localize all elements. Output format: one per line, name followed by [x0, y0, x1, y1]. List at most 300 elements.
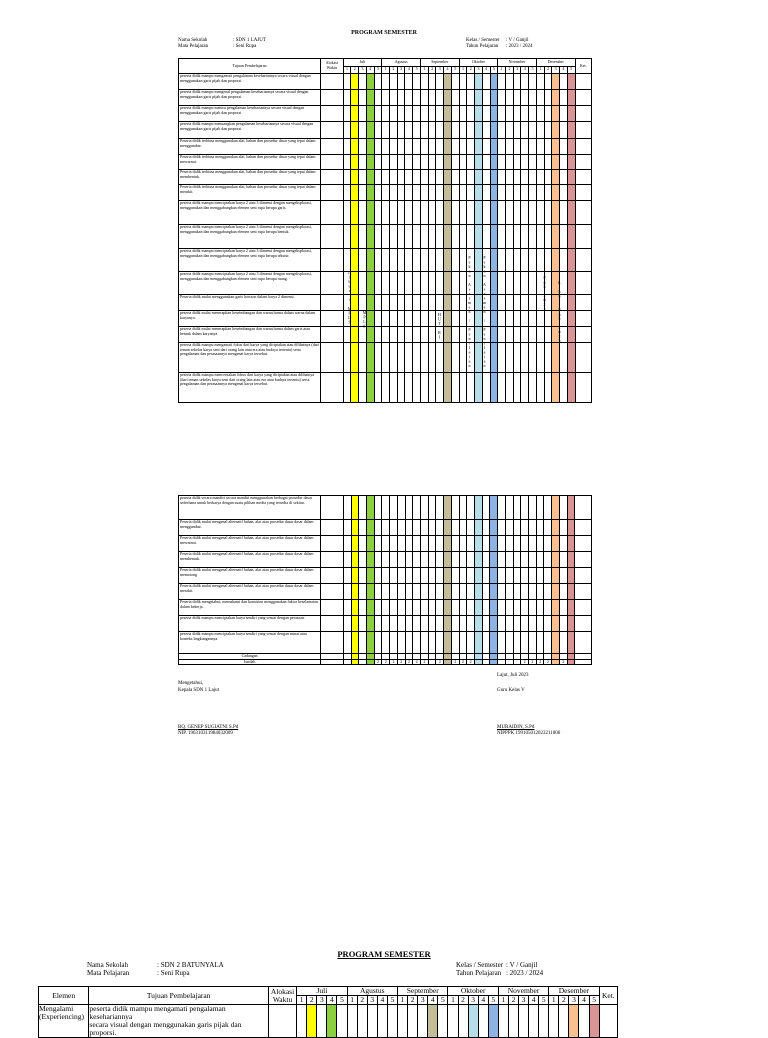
p2-week-cell — [451, 600, 459, 616]
p1-week-cell — [567, 249, 575, 272]
p1-week-cell — [552, 122, 560, 139]
header-month-desember: Desember — [536, 59, 575, 67]
p1-week-cell — [544, 201, 552, 225]
p1-week-header: 2 — [390, 66, 398, 74]
p1-week-cell — [529, 343, 537, 373]
alokasi-cell — [321, 155, 344, 170]
p3-week-header: 2 — [357, 996, 367, 1005]
p1-week-cell — [397, 106, 405, 122]
schedule-table-continued — [178, 495, 592, 665]
p2-week-cell — [467, 536, 475, 552]
p3-week-cell — [458, 1005, 468, 1038]
p1-week-cell — [529, 272, 537, 295]
p2-week-cell — [413, 496, 421, 520]
p1-week-cell — [351, 272, 359, 295]
p1-week-cell — [343, 225, 351, 249]
p1-week-cell — [560, 373, 568, 403]
p2-week-cell — [467, 520, 475, 536]
p2-week-cell — [405, 616, 413, 632]
p3-subject-value: : Seni Rupa — [157, 969, 190, 977]
table-row — [179, 155, 592, 170]
p1-week-cell — [459, 343, 467, 373]
p1-week-cell — [521, 185, 529, 201]
p2-week-cell — [351, 520, 359, 536]
p1-week-cell — [467, 225, 475, 249]
p1-week-cell — [351, 249, 359, 272]
p1-week-cell — [382, 327, 390, 343]
p1-week-cell — [351, 295, 359, 311]
p2-week-cell — [444, 552, 452, 568]
p2-week-cell — [536, 600, 544, 616]
p1-week-cell — [444, 90, 452, 106]
p1-week-cell — [506, 311, 514, 327]
ket-cell — [575, 185, 592, 201]
p1-week-cell — [567, 201, 575, 225]
ket-cell — [575, 170, 592, 185]
p2-week-cell — [459, 600, 467, 616]
table-row — [179, 568, 592, 584]
tp-cell: peserta didik mampu mengenal pengalaman kesehariannya secara visual dengan menggunakan garis pijak dan proporsi. — [179, 90, 321, 106]
p2-week-cell — [420, 584, 428, 600]
p1-week-cell — [560, 122, 568, 139]
p1-week-cell — [374, 139, 382, 155]
week-cell — [444, 659, 452, 665]
week-cell: 2 — [413, 659, 421, 665]
p1-week-cell — [351, 327, 359, 343]
p2-week-cell — [529, 552, 537, 568]
p1-week-cell — [420, 106, 428, 122]
week-cell: 2 — [405, 659, 413, 665]
p1-week-cell — [521, 311, 529, 327]
table-row — [179, 295, 592, 311]
p2-week-cell — [467, 616, 475, 632]
ket-cell — [575, 552, 592, 568]
p2-week-cell — [529, 616, 537, 632]
ket-cell — [575, 632, 592, 654]
p2-week-cell — [459, 496, 467, 520]
p1-week-cell — [390, 106, 398, 122]
p2-week-cell — [559, 552, 567, 568]
p2-week-cell — [366, 536, 374, 552]
alokasi-cell — [321, 520, 344, 536]
table-row — [179, 225, 592, 249]
p1-week-cell — [490, 272, 498, 295]
p3-week-header: 2 — [307, 996, 317, 1005]
p2-week-cell — [544, 632, 552, 654]
p1-week-header: 3 — [513, 66, 521, 74]
p3-week-cell — [579, 1005, 589, 1038]
p1-week-cell — [459, 311, 467, 327]
p1-week-cell — [560, 170, 568, 185]
p1-week-cell — [359, 327, 367, 343]
p1-week-cell — [405, 185, 413, 201]
p2-week-cell — [413, 632, 421, 654]
p1-week-cell — [529, 249, 537, 272]
p1-week-cell — [506, 90, 514, 106]
p1-week-cell — [359, 155, 367, 170]
p1-week-cell — [343, 170, 351, 185]
p1-week-cell — [397, 343, 405, 373]
p2-week-cell — [436, 520, 444, 536]
p1-week-cell — [482, 201, 490, 225]
p1-week-cell — [506, 122, 514, 139]
p1-week-cell — [467, 106, 475, 122]
p1-week-cell — [513, 373, 521, 403]
subject-label: Mata Pelajaran — [178, 44, 209, 49]
p1-week-cell — [359, 106, 367, 122]
p3-week-header: 5 — [539, 996, 549, 1005]
p2-week-cell — [567, 568, 575, 584]
p2-week-cell — [513, 632, 521, 654]
p2-week-cell — [436, 568, 444, 584]
p1-week-cell — [374, 327, 382, 343]
tp-cell: peserta didik mampu mengamati fokus dari karya yang diciptakan atau dilihatnya (dari teman sekelas karya seni dari orang lain atau era atau budaya tertentu) serta pengalaman dan perasaannya mengenai karya tersebut. — [179, 343, 321, 373]
week-cell: 2 — [559, 659, 567, 665]
p1-week-cell — [413, 170, 421, 185]
p2-week-cell — [374, 552, 382, 568]
tp-cell — [89, 1005, 269, 1038]
p1-week-cell — [552, 225, 560, 249]
p1-week-cell — [490, 90, 498, 106]
p1-week-cell — [490, 249, 498, 272]
p1-week-cell — [351, 343, 359, 373]
p2-week-cell — [513, 496, 521, 520]
week-cell — [513, 659, 521, 665]
p1-week-cell — [475, 74, 483, 90]
table-row — [179, 74, 592, 90]
p2-week-cell — [513, 616, 521, 632]
p1-week-cell — [428, 225, 436, 249]
tp-cell: peserta didik mampu menciptakan karya sendiri yang sesuai dengan perasaan. — [179, 616, 321, 632]
p2-week-cell — [390, 568, 398, 584]
p1-week-cell — [359, 343, 367, 373]
p2-week-cell — [505, 496, 513, 520]
p1-week-cell — [420, 122, 428, 139]
p1-week-cell — [560, 155, 568, 170]
p2-week-cell — [552, 584, 560, 600]
week-cell — [482, 659, 490, 665]
p3-week-header: 3 — [418, 996, 428, 1005]
p1-week-cell — [428, 185, 436, 201]
p1-week-cell — [467, 122, 475, 139]
p1-week-cell — [490, 185, 498, 201]
p1-week-cell — [390, 327, 398, 343]
table-row — [179, 496, 592, 520]
p3-header-tp: Tujuan Pembelajaran — [89, 987, 269, 1005]
table-row — [179, 201, 592, 225]
tp-cell: peserta didik mampu meniru pengalaman kesehariannya secara visual dengan menggunakan garis pijak dan proporsi — [179, 106, 321, 122]
p1-week-cell — [382, 201, 390, 225]
p1-week-cell — [444, 106, 452, 122]
p1-week-cell — [405, 74, 413, 90]
p2-week-cell — [405, 536, 413, 552]
p1-week-cell — [560, 139, 568, 155]
p2-week-cell — [374, 520, 382, 536]
p2-week-cell — [482, 600, 490, 616]
p2-week-cell — [366, 632, 374, 654]
p1-week-cell — [359, 139, 367, 155]
p2-week-cell — [366, 568, 374, 584]
p2-week-cell — [529, 520, 537, 536]
p2-week-cell — [359, 584, 367, 600]
p1-week-cell — [390, 185, 398, 201]
p3-week-header: 3 — [468, 996, 478, 1005]
p1-week-cell — [529, 106, 537, 122]
p3-header-september: September — [398, 987, 448, 996]
p1-week-cell — [451, 155, 459, 170]
p2-week-cell — [513, 568, 521, 584]
p2-week-cell — [420, 520, 428, 536]
p1-week-cell — [459, 373, 467, 403]
p1-week-cell — [436, 155, 444, 170]
tp-cell: peserta didik mulai menerapkan keseimbangan dan warna/irama dalam warna dalam karyanya. — [179, 311, 321, 327]
p1-week-cell — [397, 327, 405, 343]
p1-week-cell — [536, 122, 544, 139]
p1-week-cell — [498, 106, 506, 122]
p1-week-cell — [359, 225, 367, 249]
p1-week-cell — [544, 170, 552, 185]
p1-week-cell — [513, 327, 521, 343]
vertical-note: Libur + MPLS — [347, 270, 352, 324]
p1-week-cell — [343, 74, 351, 90]
p2-week-cell — [343, 616, 351, 632]
p3-week-header: 1 — [498, 996, 508, 1005]
p1-week-cell — [459, 155, 467, 170]
p2-week-cell — [552, 616, 560, 632]
p2-week-cell — [513, 552, 521, 568]
p1-week-cell — [420, 74, 428, 90]
p1-week-cell — [451, 122, 459, 139]
p2-week-cell — [436, 600, 444, 616]
p1-week-cell — [390, 139, 398, 155]
p1-week-cell — [444, 343, 452, 373]
p3-week-header: 4 — [478, 996, 488, 1005]
p3-week-cell — [559, 1005, 569, 1038]
p2-week-cell — [451, 520, 459, 536]
vertical-note: MPLS — [362, 310, 367, 328]
p1-week-cell — [536, 327, 544, 343]
p1-week-cell — [506, 201, 514, 225]
p3-week-cell — [448, 1005, 458, 1038]
p3-subject-label: Mata Pelajaran — [87, 969, 130, 977]
p1-week-header: 2 — [428, 66, 436, 74]
p3-week-cell — [307, 1005, 317, 1038]
p2-week-cell — [482, 520, 490, 536]
p2-week-cell — [475, 552, 483, 568]
p2-week-cell — [529, 496, 537, 520]
p1-week-cell — [451, 373, 459, 403]
p1-week-cell — [482, 74, 490, 90]
p2-week-cell — [428, 584, 436, 600]
ket-cell — [575, 373, 592, 403]
vertical-note: Pekan Asesmen / Penilaian — [467, 255, 472, 368]
tp-line: secara visual dengan menggunakan garis pijak dan proporsi. — [89, 1020, 242, 1037]
p1-week-cell — [405, 106, 413, 122]
p2-week-cell — [451, 632, 459, 654]
p1-week-cell — [436, 170, 444, 185]
p2-week-cell — [482, 632, 490, 654]
p1-week-cell — [560, 249, 568, 272]
p2-week-cell — [444, 496, 452, 520]
p2-week-cell — [382, 536, 390, 552]
p1-week-cell — [544, 249, 552, 272]
p2-week-cell — [498, 520, 506, 536]
p1-week-cell — [567, 90, 575, 106]
p2-week-cell — [475, 536, 483, 552]
p2-week-cell — [343, 600, 351, 616]
p2-week-cell — [436, 616, 444, 632]
tp-cell: Peserta didik mulai menggunakan garis horizon dalam karya 2 dimensi. — [179, 295, 321, 311]
p2-week-cell — [374, 600, 382, 616]
p2-week-cell — [498, 552, 506, 568]
p1-week-cell — [544, 225, 552, 249]
ket-cell — [575, 659, 592, 665]
p1-week-cell — [567, 139, 575, 155]
kepala-title: Kepala SDN 1 Lajut — [178, 688, 219, 693]
p2-week-cell — [521, 584, 529, 600]
p1-week-cell — [444, 373, 452, 403]
p1-week-cell — [451, 225, 459, 249]
p1-week-cell — [544, 373, 552, 403]
p2-week-cell — [475, 520, 483, 536]
p1-week-cell — [498, 139, 506, 155]
school-name-value: : SDN 1 LAJUT — [233, 38, 266, 43]
p1-week-cell — [490, 201, 498, 225]
p3-year-label: Tahun Pelajaran — [456, 969, 502, 977]
p1-week-cell — [467, 201, 475, 225]
p1-week-cell — [536, 249, 544, 272]
alokasi-cell — [321, 272, 344, 295]
p1-week-cell — [459, 170, 467, 185]
ket-cell — [575, 600, 592, 616]
p2-week-cell — [467, 552, 475, 568]
p2-week-cell — [343, 536, 351, 552]
p2-week-cell — [390, 600, 398, 616]
p2-week-cell — [544, 520, 552, 536]
p3-header-ket: Ket. — [599, 987, 617, 1005]
p1-week-cell — [544, 106, 552, 122]
p2-week-cell — [521, 600, 529, 616]
p1-week-cell — [413, 272, 421, 295]
table-row — [179, 311, 592, 327]
p1-week-cell — [444, 272, 452, 295]
table-row — [179, 343, 592, 373]
p2-week-cell — [498, 584, 506, 600]
p1-week-cell — [506, 225, 514, 249]
p1-week-cell — [451, 249, 459, 272]
p2-week-cell — [567, 552, 575, 568]
tp-cell: Peserta didik mulai mengenal alternatif bahan, alat atau prosedur dasar dasar dalam menggambar. — [179, 520, 321, 536]
p2-week-cell — [366, 616, 374, 632]
p3-week-cell — [317, 1005, 327, 1038]
p2-week-cell — [490, 496, 498, 520]
alokasi-cell — [321, 584, 344, 600]
p3-year-value: : 2023 / 2024 — [506, 969, 544, 977]
p2-week-cell — [536, 632, 544, 654]
p1-week-cell — [420, 155, 428, 170]
p1-week-cell — [498, 225, 506, 249]
p1-week-cell — [343, 201, 351, 225]
p3-week-header: 1 — [448, 996, 458, 1005]
p3-week-header: 2 — [458, 996, 468, 1005]
vertical-note: HUT RI — [437, 312, 442, 339]
ket-cell — [575, 327, 592, 343]
p1-week-cell — [560, 74, 568, 90]
p1-week-header: 4 — [560, 66, 568, 74]
table-row — [179, 536, 592, 552]
p2-week-cell — [559, 584, 567, 600]
p2-week-cell — [482, 552, 490, 568]
p2-week-cell — [490, 616, 498, 632]
table-row — [179, 552, 592, 568]
ket-cell — [575, 568, 592, 584]
p1-week-cell — [405, 249, 413, 272]
p1-week-cell — [351, 185, 359, 201]
p2-week-cell — [397, 632, 405, 654]
alokasi-cell — [321, 659, 344, 665]
p1-week-cell — [366, 272, 374, 295]
p1-week-cell — [405, 295, 413, 311]
p2-week-cell — [420, 600, 428, 616]
p3-week-header: 2 — [559, 996, 569, 1005]
p1-week-cell — [413, 185, 421, 201]
p3-class-value: : V / Ganjil — [506, 961, 538, 969]
tp-cell: Peserta didik mulai mengenal alternatif bahan, alat atau prosedur dasar dasar dalam merakit. — [179, 584, 321, 600]
ket-cell — [575, 225, 592, 249]
p2-week-cell — [351, 496, 359, 520]
week-cell: 2 — [544, 659, 552, 665]
week-cell — [351, 659, 359, 665]
p1-week-cell — [521, 155, 529, 170]
ket-cell — [575, 106, 592, 122]
p2-week-cell — [428, 600, 436, 616]
p2-week-cell — [444, 632, 452, 654]
p1-week-cell — [428, 170, 436, 185]
p1-week-cell — [444, 225, 452, 249]
p3-week-header: 5 — [488, 996, 498, 1005]
jumlah-label: Jumlah — [179, 659, 321, 665]
p2-week-cell — [459, 520, 467, 536]
p1-week-header: 3 — [475, 66, 483, 74]
p2-week-cell — [397, 520, 405, 536]
p2-week-cell — [397, 552, 405, 568]
ket-cell — [575, 201, 592, 225]
p1-week-cell — [567, 106, 575, 122]
p1-week-header: 4 — [444, 66, 452, 74]
p1-week-cell — [482, 225, 490, 249]
p1-week-cell — [490, 74, 498, 90]
kepala-name: BQ. GENEP SUGIATNI S.Pd — [178, 725, 239, 730]
p2-week-cell — [366, 600, 374, 616]
p1-week-cell — [351, 155, 359, 170]
p2-week-cell — [498, 568, 506, 584]
p1-week-cell — [482, 139, 490, 155]
p1-week-cell — [475, 122, 483, 139]
p2-week-cell — [482, 616, 490, 632]
p3-week-cell — [327, 1005, 337, 1038]
p3-week-header: 1 — [297, 996, 307, 1005]
p1-week-cell — [536, 185, 544, 201]
p1-week-cell — [475, 373, 483, 403]
ket-cell — [575, 311, 592, 327]
p2-week-cell — [552, 536, 560, 552]
p1-week-cell — [451, 311, 459, 327]
p1-week-cell — [506, 373, 514, 403]
p2-week-cell — [544, 536, 552, 552]
p1-week-cell — [405, 170, 413, 185]
p2-week-cell — [413, 600, 421, 616]
p1-week-cell — [560, 90, 568, 106]
